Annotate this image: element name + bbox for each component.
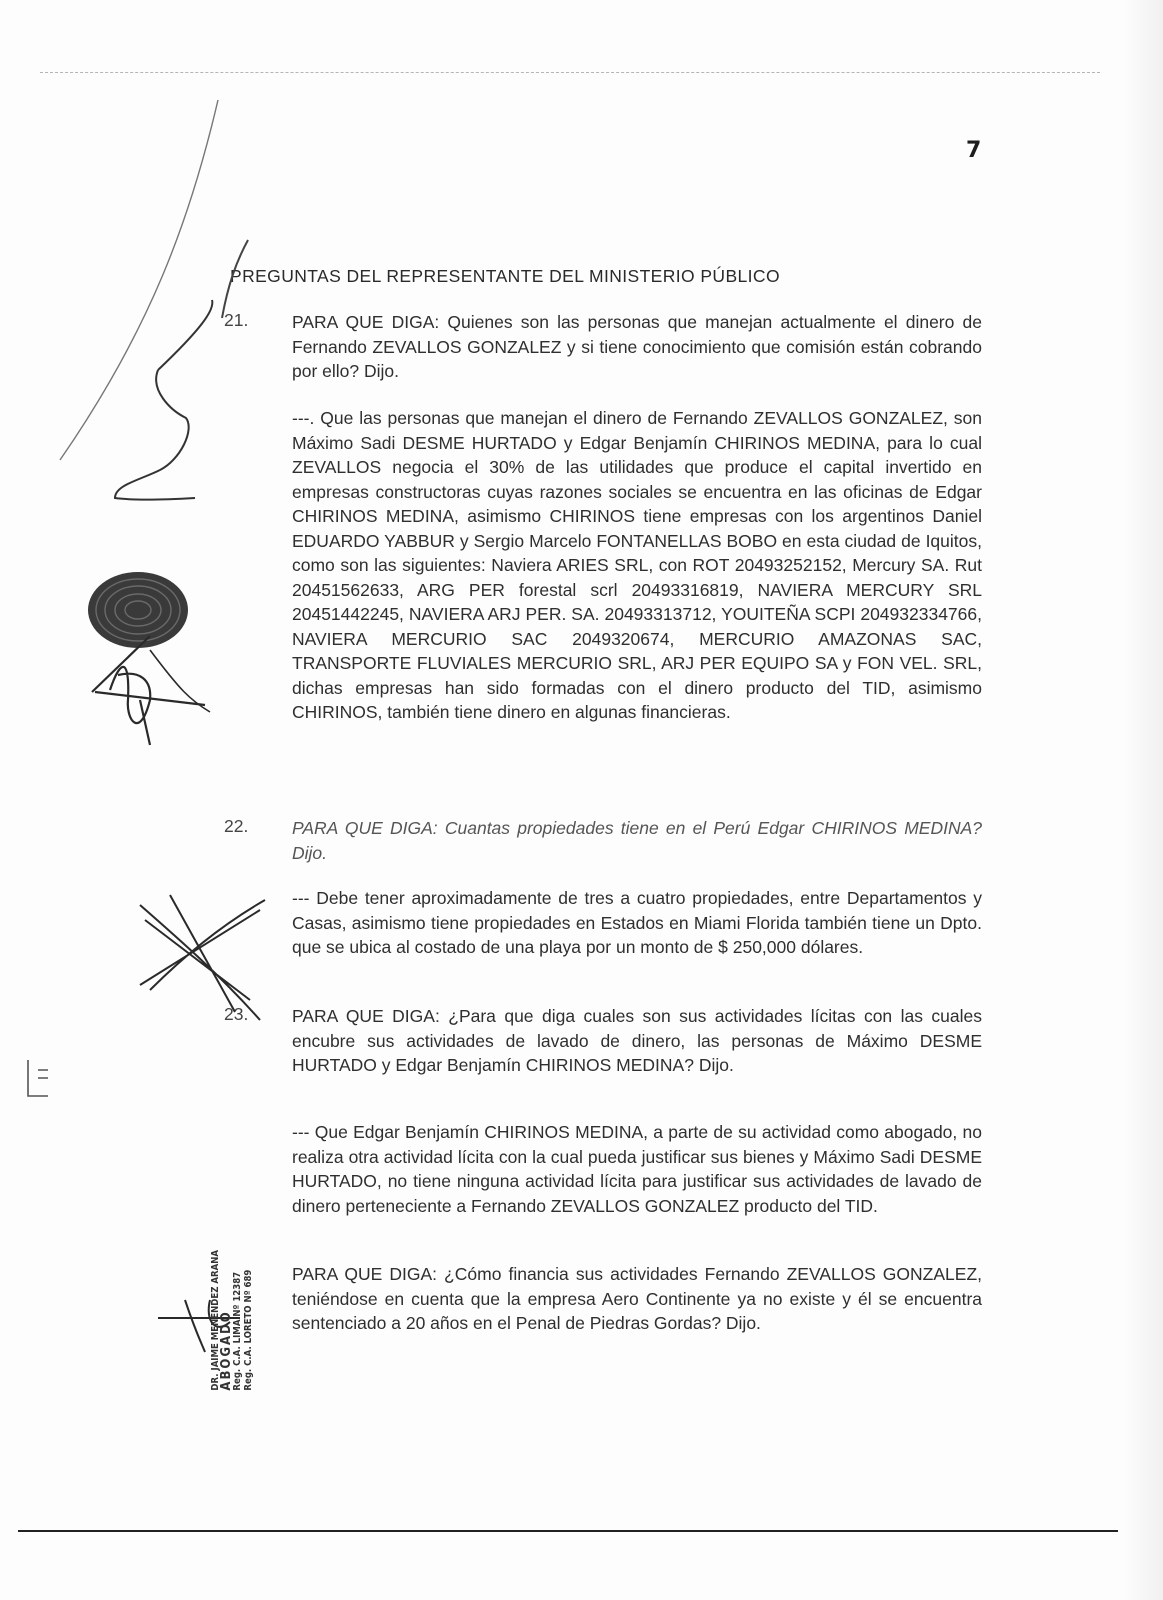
question-21-text: PARA QUE DIGA: Quienes son las personas que manejan actualmente el dinero de Fernando ZEVALLOS GONZALEZ y si tiene conocimiento que comisión están cobrando por ello? Dijo.	[292, 312, 982, 381]
stamp-reg-loreto: Reg. C.A. LORETO Nº 689	[243, 1269, 254, 1391]
question-number-21: 21.	[224, 310, 249, 330]
answer-22-text: --- Debe tener aproximadamente de tres a cuatro propiedades, entre Departamentos y Casas, asimismo tiene propiedades en Estados en Miami Florida también tiene un Dpto. que se ubica al costado de una playa por un monto de $ 250,000 dólares.	[292, 888, 982, 957]
signature-1	[92, 636, 205, 745]
pen-stroke	[222, 240, 248, 318]
question-23-text: PARA QUE DIGA: ¿Para que diga cuales son sus actividades lícitas con las cuales encubre sus actividades de lavado de dinero, las personas de Máximo DESME HURTADO y Edgar Benjamín CHIRINOS MEDINA? Dijo.	[292, 1006, 982, 1075]
page-number: 7	[966, 138, 982, 163]
stamp-title: ABOGADO	[219, 1310, 234, 1391]
section-heading: PREGUNTAS DEL REPRESENTANTE DEL MINISTERIO PÚBLICO	[230, 266, 780, 286]
stamp-reg-lima: Reg. C.A. LIMA Nº 12387	[232, 1271, 243, 1391]
pen-stroke-long	[60, 100, 218, 460]
question-number-22: 22.	[224, 816, 249, 836]
answer-21-text: ---. Que las personas que manejan el dinero de Fernando ZEVALLOS GONZALEZ, son Máximo Sadi DESME HURTADO y Edgar Benjamín CHIRINOS MEDINA, para lo cual ZEVALLOS negocia el 30% de las utilidades que produce el capital invertido en empresas constructoras cuyas razones sociales se encuentra en las oficinas de Edgar CHIRINOS MEDINA, asimismo CHIRINOS tiene empresas con los argentinos Daniel EDUARDO YABBUR y Sergio Marcelo FONTANELLAS BOBO en esta ciudad de Iquitos, como son las siguientes: Naviera ARIES SRL, con ROT 20493252152, Mercury SA. Rut 20451562633, ARG PER forestal scrl 20493316819, NAVIERA MERCURY SRL 20451442245, NAVIERA ARJ PER. SA. 20493313712, YOUITEÑA SCPI 204932334766, NAVIERA MERCURIO SAC 2049320674, MERCURIO AMAZONAS SAC, TRANSPORTE FLUVIALES MERCURIO SRL, ARJ PER EQUIPO SA y FON VEL. SRL, dichas empresas han sido formadas con el dinero producto del TID, asimismo CHIRINOS, también tiene dinero en algunas financieras.	[292, 408, 982, 722]
lawyer-stamp	[210, 1250, 270, 1430]
margin-mark	[28, 1060, 48, 1096]
bottom-rule	[18, 1530, 1118, 1532]
question-22-text: PARA QUE DIGA: Cuantas propiedades tiene en el Perú Edgar CHIRINOS MEDINA? Dijo.	[292, 818, 982, 863]
fingerprint-icon	[88, 572, 188, 648]
signature-2	[140, 895, 265, 1020]
stamp-name: DR. JAIME MENENDEZ ARANA	[210, 1250, 221, 1391]
question-24-text: PARA QUE DIGA: ¿Cómo financia sus actividades Fernando ZEVALLOS GONZALEZ, teniéndose en cuenta que la empresa Aero Continente ya no existe y él se encuentra sentenciado a 20 años en el Penal de Piedras Gordas? Dijo.	[292, 1264, 982, 1333]
initials-signature	[115, 300, 212, 500]
answer-23-text: --- Que Edgar Benjamín CHIRINOS MEDINA, a parte de su actividad como abogado, no realiza otra actividad lícita con la cual pueda justificar sus bienes y Máximo Sadi DESME HURTADO, no tiene ninguna actividad lícita para justificar sus actividades de lavado de dinero perteneciente a Fernando ZEVALLOS GONZALEZ producto del TID.	[292, 1122, 982, 1216]
question-number-23: 23.	[224, 1004, 249, 1024]
